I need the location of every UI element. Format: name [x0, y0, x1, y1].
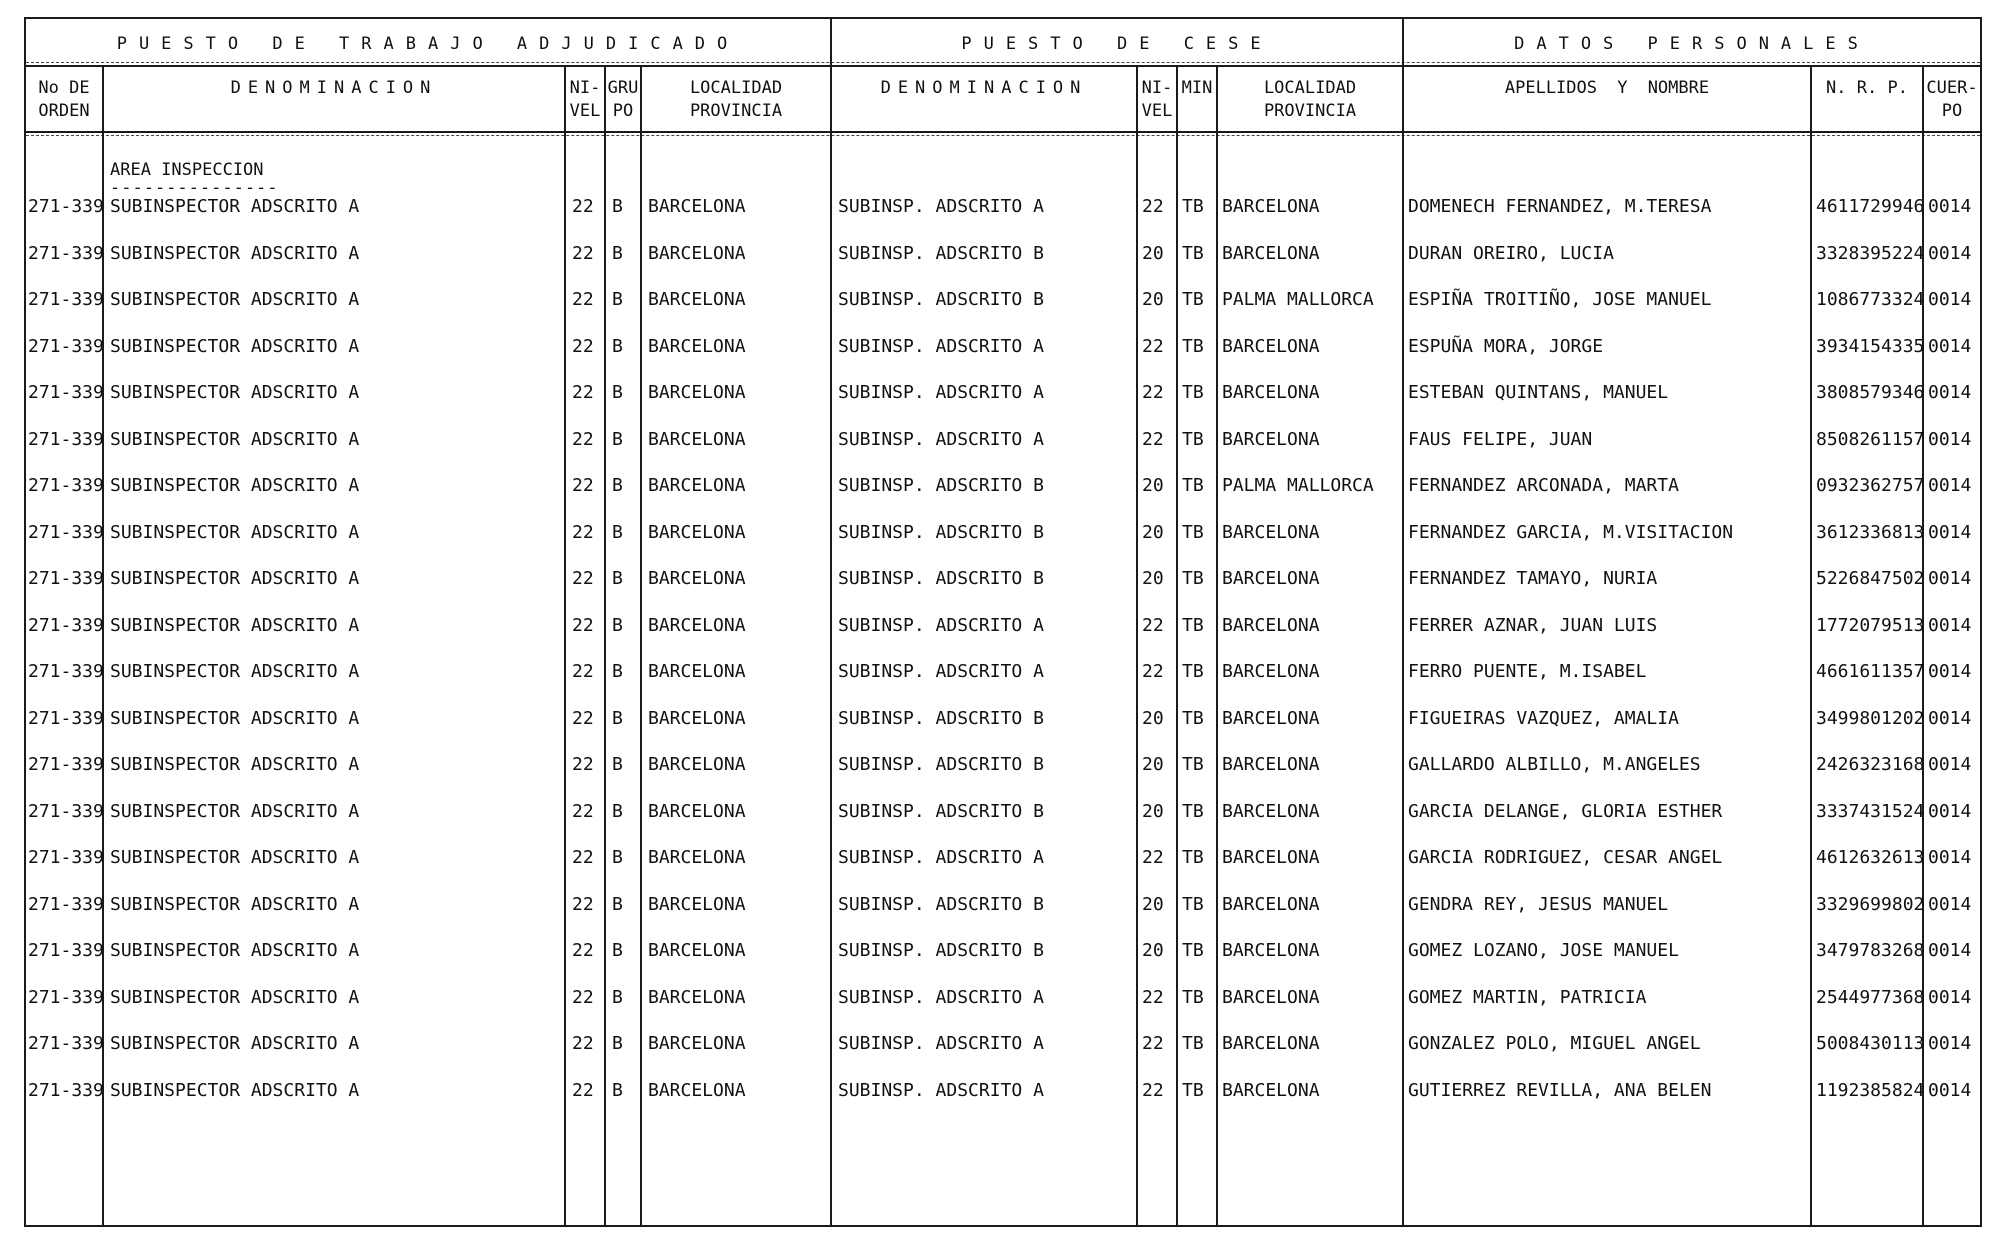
cell-cese-denominacion: SUBINSP. ADSCRITO B: [838, 243, 1044, 264]
cell-orden: 271-339: [28, 243, 104, 264]
cell-denominacion: SUBINSPECTOR ADSCRITO A: [110, 1033, 360, 1054]
cell-cese-nivel: 20: [1142, 475, 1164, 496]
cell-cuerpo: 0014: [1928, 801, 1972, 822]
cell-cese-denominacion: SUBINSP. ADSCRITO B: [838, 754, 1044, 775]
cell-denominacion: SUBINSPECTOR ADSCRITO A: [110, 894, 360, 915]
cell-cese-localidad: BARCELONA: [1222, 894, 1320, 915]
cell-nivel: 22: [572, 1080, 594, 1101]
cell-cese-nivel: 22: [1142, 1033, 1164, 1054]
vline-grupo: [640, 65, 642, 1225]
cell-grupo: B: [612, 475, 623, 496]
cell-cese-denominacion: SUBINSP. ADSCRITO B: [838, 940, 1044, 961]
cell-orden: 271-339: [28, 754, 104, 775]
cell-denominacion: SUBINSPECTOR ADSCRITO A: [110, 754, 360, 775]
cell-localidad: BARCELONA: [648, 1080, 746, 1101]
cell-denominacion: SUBINSPECTOR ADSCRITO A: [110, 475, 360, 496]
section-adjudicado: PUESTO DE TRABAJO ADJUDICADO: [116, 34, 740, 54]
cell-cese-localidad: BARCELONA: [1222, 708, 1320, 729]
col-cese-localidad-header: LOCALIDAD PROVINCIA: [1263, 78, 1357, 121]
cell-localidad: BARCELONA: [648, 522, 746, 543]
section-dash: [26, 62, 1980, 63]
vline-denominacion: [564, 65, 566, 1225]
cell-cese-nivel: 20: [1142, 940, 1164, 961]
cell-grupo: B: [612, 336, 623, 357]
cell-min: TB: [1182, 1033, 1204, 1054]
cell-denominacion: SUBINSPECTOR ADSCRITO A: [110, 522, 360, 543]
cell-orden: 271-339: [28, 475, 104, 496]
cell-nrp: 3808579346: [1816, 382, 1925, 403]
cell-nivel: 22: [572, 615, 594, 636]
cell-nivel: 22: [572, 382, 594, 403]
cell-nrp: 3329699802: [1816, 894, 1925, 915]
cell-min: TB: [1182, 289, 1204, 310]
cell-denominacion: SUBINSPECTOR ADSCRITO A: [110, 289, 360, 310]
cell-nombre: DURAN OREIRO, LUCIA: [1408, 243, 1614, 264]
cell-nombre: FERNANDEZ ARCONADA, MARTA: [1408, 475, 1679, 496]
cell-orden: 271-339: [28, 615, 104, 636]
cell-orden: 271-339: [28, 801, 104, 822]
cell-cese-localidad: BARCELONA: [1222, 1080, 1320, 1101]
cell-denominacion: SUBINSPECTOR ADSCRITO A: [110, 196, 360, 217]
cell-cuerpo: 0014: [1928, 382, 1972, 403]
cell-orden: 271-339: [28, 894, 104, 915]
col-orden-header: No DE ORDEN: [38, 78, 90, 121]
cell-cese-localidad: BARCELONA: [1222, 382, 1320, 403]
cell-nivel: 22: [572, 987, 594, 1008]
cell-localidad: BARCELONA: [648, 940, 746, 961]
cell-cese-localidad: BARCELONA: [1222, 801, 1320, 822]
cell-denominacion: SUBINSPECTOR ADSCRITO A: [110, 568, 360, 589]
cell-localidad: BARCELONA: [648, 847, 746, 868]
cell-grupo: B: [612, 568, 623, 589]
cell-orden: 271-339: [28, 196, 104, 217]
cell-min: TB: [1182, 336, 1204, 357]
cell-nrp: 3934154335: [1816, 336, 1925, 357]
cell-denominacion: SUBINSPECTOR ADSCRITO A: [110, 801, 360, 822]
cell-grupo: B: [612, 847, 623, 868]
cell-orden: 271-339: [28, 568, 104, 589]
cell-nivel: 22: [572, 243, 594, 264]
cell-nrp: 2544977368: [1816, 987, 1925, 1008]
cell-nivel: 22: [572, 754, 594, 775]
col-denominacion-header: DENOMINACION: [230, 78, 438, 98]
cell-cese-nivel: 22: [1142, 196, 1164, 217]
col-nombre-header: APELLIDOS Y NOMBRE: [1504, 78, 1710, 98]
cell-cese-denominacion: SUBINSP. ADSCRITO A: [838, 336, 1044, 357]
cell-cese-localidad: BARCELONA: [1222, 522, 1320, 543]
cell-nombre: ESPUÑA MORA, JORGE: [1408, 336, 1604, 357]
col-cese-nivel-header: NI- VEL: [1141, 78, 1173, 121]
cell-denominacion: SUBINSPECTOR ADSCRITO A: [110, 615, 360, 636]
cell-grupo: B: [612, 1033, 623, 1054]
cell-cuerpo: 0014: [1928, 522, 1972, 543]
cell-nombre: ESTEBAN QUINTANS, MANUEL: [1408, 382, 1669, 403]
col-cese-denominacion-header: DENOMINACION: [880, 78, 1088, 98]
cell-cese-localidad: BARCELONA: [1222, 847, 1320, 868]
col-min-header: MIN: [1181, 78, 1213, 98]
cell-localidad: BARCELONA: [648, 754, 746, 775]
cell-localidad: BARCELONA: [648, 801, 746, 822]
cell-nivel: 22: [572, 475, 594, 496]
cell-localidad: BARCELONA: [648, 429, 746, 450]
cell-min: TB: [1182, 196, 1204, 217]
cell-nivel: 22: [572, 196, 594, 217]
cell-cese-nivel: 22: [1142, 382, 1164, 403]
cell-cese-localidad: PALMA MALLORCA: [1222, 475, 1374, 496]
cell-nrp: 3328395224: [1816, 243, 1925, 264]
cell-cese-nivel: 22: [1142, 1080, 1164, 1101]
cell-cese-nivel: 20: [1142, 708, 1164, 729]
cell-grupo: B: [612, 894, 623, 915]
cell-cese-denominacion: SUBINSP. ADSCRITO A: [838, 847, 1044, 868]
header-divider: [26, 131, 1980, 133]
cell-nombre: FERRER AZNAR, JUAN LUIS: [1408, 615, 1658, 636]
cell-min: TB: [1182, 801, 1204, 822]
cell-cese-denominacion: SUBINSP. ADSCRITO A: [838, 429, 1044, 450]
cell-cuerpo: 0014: [1928, 289, 1972, 310]
cell-cese-localidad: BARCELONA: [1222, 987, 1320, 1008]
cell-localidad: BARCELONA: [648, 289, 746, 310]
cell-grupo: B: [612, 243, 623, 264]
cell-cese-localidad: PALMA MALLORCA: [1222, 289, 1374, 310]
cell-cese-nivel: 20: [1142, 568, 1164, 589]
area-title: AREA INSPECCION: [110, 160, 264, 180]
cell-nivel: 22: [572, 429, 594, 450]
cell-min: TB: [1182, 847, 1204, 868]
cell-cese-denominacion: SUBINSP. ADSCRITO A: [838, 661, 1044, 682]
cell-nombre: GONZALEZ POLO, MIGUEL ANGEL: [1408, 1033, 1701, 1054]
cell-grupo: B: [612, 940, 623, 961]
cell-cuerpo: 0014: [1928, 987, 1972, 1008]
cell-cuerpo: 0014: [1928, 615, 1972, 636]
cell-nrp: 2426323168: [1816, 754, 1925, 775]
col-nivel-header: NI- VEL: [569, 78, 601, 121]
cell-localidad: BARCELONA: [648, 987, 746, 1008]
cell-min: TB: [1182, 522, 1204, 543]
cell-nrp: 1772079513: [1816, 615, 1925, 636]
cell-denominacion: SUBINSPECTOR ADSCRITO A: [110, 382, 360, 403]
col-grupo-header: GRU PO: [607, 78, 639, 121]
cell-cese-nivel: 22: [1142, 615, 1164, 636]
cell-grupo: B: [612, 754, 623, 775]
cell-localidad: BARCELONA: [648, 475, 746, 496]
cell-cese-localidad: BARCELONA: [1222, 754, 1320, 775]
cell-localidad: BARCELONA: [648, 336, 746, 357]
vline-cese-nivel: [1176, 65, 1178, 1225]
cell-denominacion: SUBINSPECTOR ADSCRITO A: [110, 243, 360, 264]
cell-orden: 271-339: [28, 1080, 104, 1101]
cell-nombre: GARCIA DELANGE, GLORIA ESTHER: [1408, 801, 1723, 822]
col-nrp-header: N. R. P.: [1826, 78, 1908, 98]
cell-cese-nivel: 22: [1142, 661, 1164, 682]
cell-nrp: 4661611357: [1816, 661, 1925, 682]
cell-nrp: 3499801202: [1816, 708, 1925, 729]
cell-cese-nivel: 20: [1142, 522, 1164, 543]
cell-localidad: BARCELONA: [648, 196, 746, 217]
cell-min: TB: [1182, 615, 1204, 636]
cell-grupo: B: [612, 615, 623, 636]
cell-localidad: BARCELONA: [648, 243, 746, 264]
cell-localidad: BARCELONA: [648, 894, 746, 915]
cell-cese-nivel: 22: [1142, 987, 1164, 1008]
cell-nombre: FERNANDEZ TAMAYO, NURIA: [1408, 568, 1658, 589]
cell-nivel: 22: [572, 568, 594, 589]
cell-nivel: 22: [572, 336, 594, 357]
cell-cese-nivel: 20: [1142, 243, 1164, 264]
cell-cese-nivel: 22: [1142, 336, 1164, 357]
cell-cuerpo: 0014: [1928, 754, 1972, 775]
cell-nrp: 4611729946: [1816, 196, 1925, 217]
cell-grupo: B: [612, 429, 623, 450]
cell-localidad: BARCELONA: [648, 568, 746, 589]
cell-nrp: 1086773324: [1816, 289, 1925, 310]
cell-orden: 271-339: [28, 429, 104, 450]
cell-grupo: B: [612, 801, 623, 822]
cell-cese-denominacion: SUBINSP. ADSCRITO A: [838, 382, 1044, 403]
cell-cuerpo: 0014: [1928, 661, 1972, 682]
cell-cese-localidad: BARCELONA: [1222, 1033, 1320, 1054]
cell-nrp: 1192385824: [1816, 1080, 1925, 1101]
cell-nivel: 22: [572, 708, 594, 729]
cell-nombre: GENDRA REY, JESUS MANUEL: [1408, 894, 1669, 915]
cell-min: TB: [1182, 382, 1204, 403]
cell-denominacion: SUBINSPECTOR ADSCRITO A: [110, 940, 360, 961]
cell-nivel: 22: [572, 661, 594, 682]
cell-grupo: B: [612, 987, 623, 1008]
cell-min: TB: [1182, 754, 1204, 775]
cell-grupo: B: [612, 522, 623, 543]
cell-grupo: B: [612, 196, 623, 217]
cell-orden: 271-339: [28, 289, 104, 310]
cell-cese-localidad: BARCELONA: [1222, 568, 1320, 589]
cell-cuerpo: 0014: [1928, 568, 1972, 589]
cell-orden: 271-339: [28, 847, 104, 868]
cell-cese-localidad: BARCELONA: [1222, 615, 1320, 636]
cell-localidad: BARCELONA: [648, 615, 746, 636]
section-cese: PUESTO DE CESE: [961, 34, 1273, 54]
cell-cese-denominacion: SUBINSP. ADSCRITO A: [838, 615, 1044, 636]
cell-orden: 271-339: [28, 336, 104, 357]
cell-cese-denominacion: SUBINSP. ADSCRITO B: [838, 475, 1044, 496]
cell-grupo: B: [612, 382, 623, 403]
cell-cese-localidad: BARCELONA: [1222, 243, 1320, 264]
cell-denominacion: SUBINSPECTOR ADSCRITO A: [110, 987, 360, 1008]
cell-nombre: ESPIÑA TROITIÑO, JOSE MANUEL: [1408, 289, 1712, 310]
header-dash: [26, 135, 1980, 136]
vline-min: [1216, 65, 1218, 1225]
cell-nivel: 22: [572, 801, 594, 822]
cell-cuerpo: 0014: [1928, 475, 1972, 496]
cell-nombre: DOMENECH FERNANDEZ, M.TERESA: [1408, 196, 1712, 217]
cell-grupo: B: [612, 289, 623, 310]
vline-cese-denominacion: [1136, 65, 1138, 1225]
cell-denominacion: SUBINSPECTOR ADSCRITO A: [110, 1080, 360, 1101]
document-table: [24, 17, 1982, 1227]
area-title-underline: ---------------: [110, 178, 279, 198]
cell-nombre: FIGUEIRAS VAZQUEZ, AMALIA: [1408, 708, 1679, 729]
cell-nivel: 22: [572, 522, 594, 543]
cell-cese-nivel: 22: [1142, 429, 1164, 450]
cell-nivel: 22: [572, 1033, 594, 1054]
cell-cese-localidad: BARCELONA: [1222, 336, 1320, 357]
cell-nombre: GARCIA RODRIGUEZ, CESAR ANGEL: [1408, 847, 1723, 868]
cell-grupo: B: [612, 661, 623, 682]
cell-denominacion: SUBINSPECTOR ADSCRITO A: [110, 429, 360, 450]
cell-cuerpo: 0014: [1928, 1080, 1972, 1101]
cell-nombre: FERNANDEZ GARCIA, M.VISITACION: [1408, 522, 1734, 543]
cell-nrp: 5226847502: [1816, 568, 1925, 589]
cell-orden: 271-339: [28, 940, 104, 961]
cell-cuerpo: 0014: [1928, 940, 1972, 961]
cell-nrp: 5008430113: [1816, 1033, 1925, 1054]
vline-section2: [1402, 19, 1404, 1225]
cell-cuerpo: 0014: [1928, 336, 1972, 357]
cell-orden: 271-339: [28, 522, 104, 543]
cell-nombre: GOMEZ LOZANO, JOSE MANUEL: [1408, 940, 1679, 961]
vline-nombre: [1810, 65, 1812, 1225]
vline-nivel: [604, 65, 606, 1225]
cell-denominacion: SUBINSPECTOR ADSCRITO A: [110, 661, 360, 682]
cell-nrp: 3337431524: [1816, 801, 1925, 822]
cell-min: TB: [1182, 987, 1204, 1008]
cell-nrp: 0932362757: [1816, 475, 1925, 496]
cell-cese-denominacion: SUBINSP. ADSCRITO B: [838, 522, 1044, 543]
cell-nombre: GOMEZ MARTIN, PATRICIA: [1408, 987, 1647, 1008]
cell-cese-localidad: BARCELONA: [1222, 940, 1320, 961]
cell-denominacion: SUBINSPECTOR ADSCRITO A: [110, 847, 360, 868]
cell-cese-denominacion: SUBINSP. ADSCRITO A: [838, 196, 1044, 217]
cell-localidad: BARCELONA: [648, 382, 746, 403]
cell-cese-nivel: 22: [1142, 847, 1164, 868]
cell-cuerpo: 0014: [1928, 243, 1972, 264]
cell-cese-denominacion: SUBINSP. ADSCRITO A: [838, 987, 1044, 1008]
cell-orden: 271-339: [28, 708, 104, 729]
cell-min: TB: [1182, 243, 1204, 264]
col-localidad-header: LOCALIDAD PROVINCIA: [689, 78, 783, 121]
cell-nrp: 8508261157: [1816, 429, 1925, 450]
cell-cese-denominacion: SUBINSP. ADSCRITO B: [838, 289, 1044, 310]
cell-nrp: 3612336813: [1816, 522, 1925, 543]
cell-localidad: BARCELONA: [648, 1033, 746, 1054]
cell-cese-localidad: BARCELONA: [1222, 196, 1320, 217]
cell-cese-denominacion: SUBINSP. ADSCRITO B: [838, 894, 1044, 915]
cell-min: TB: [1182, 894, 1204, 915]
cell-orden: 271-339: [28, 1033, 104, 1054]
cell-min: TB: [1182, 568, 1204, 589]
section-divider: [26, 65, 1980, 67]
cell-cuerpo: 0014: [1928, 847, 1972, 868]
cell-grupo: B: [612, 708, 623, 729]
cell-nivel: 22: [572, 847, 594, 868]
cell-localidad: BARCELONA: [648, 661, 746, 682]
cell-denominacion: SUBINSPECTOR ADSCRITO A: [110, 336, 360, 357]
cell-cese-denominacion: SUBINSP. ADSCRITO B: [838, 568, 1044, 589]
cell-min: TB: [1182, 429, 1204, 450]
cell-cuerpo: 0014: [1928, 429, 1972, 450]
cell-nombre: GUTIERREZ REVILLA, ANA BELEN: [1408, 1080, 1712, 1101]
cell-min: TB: [1182, 1080, 1204, 1101]
cell-orden: 271-339: [28, 382, 104, 403]
cell-cese-nivel: 20: [1142, 289, 1164, 310]
cell-cuerpo: 0014: [1928, 196, 1972, 217]
cell-cese-denominacion: SUBINSP. ADSCRITO B: [838, 801, 1044, 822]
cell-nombre: GALLARDO ALBILLO, M.ANGELES: [1408, 754, 1701, 775]
cell-nombre: FERRO PUENTE, M.ISABEL: [1408, 661, 1647, 682]
cell-cese-denominacion: SUBINSP. ADSCRITO A: [838, 1033, 1044, 1054]
cell-cese-nivel: 20: [1142, 801, 1164, 822]
cell-min: TB: [1182, 940, 1204, 961]
cell-denominacion: SUBINSPECTOR ADSCRITO A: [110, 708, 360, 729]
cell-nrp: 4612632613: [1816, 847, 1925, 868]
col-cuerpo-header: CUER- PO: [1926, 78, 1978, 121]
cell-min: TB: [1182, 661, 1204, 682]
cell-nivel: 22: [572, 894, 594, 915]
cell-nrp: 3479783268: [1816, 940, 1925, 961]
cell-nivel: 22: [572, 940, 594, 961]
cell-cuerpo: 0014: [1928, 1033, 1972, 1054]
cell-cuerpo: 0014: [1928, 708, 1972, 729]
cell-cese-denominacion: SUBINSP. ADSCRITO A: [838, 1080, 1044, 1101]
cell-cese-nivel: 20: [1142, 894, 1164, 915]
cell-orden: 271-339: [28, 661, 104, 682]
cell-cese-localidad: BARCELONA: [1222, 661, 1320, 682]
cell-orden: 271-339: [28, 987, 104, 1008]
vline-section1: [830, 19, 832, 1225]
cell-min: TB: [1182, 475, 1204, 496]
cell-cese-localidad: BARCELONA: [1222, 429, 1320, 450]
section-personales: DATOS PERSONALES: [1514, 34, 1870, 54]
cell-localidad: BARCELONA: [648, 708, 746, 729]
cell-grupo: B: [612, 1080, 623, 1101]
cell-nombre: FAUS FELIPE, JUAN: [1408, 429, 1593, 450]
cell-nivel: 22: [572, 289, 594, 310]
cell-min: TB: [1182, 708, 1204, 729]
cell-cese-denominacion: SUBINSP. ADSCRITO B: [838, 708, 1044, 729]
cell-cese-nivel: 20: [1142, 754, 1164, 775]
cell-cuerpo: 0014: [1928, 894, 1972, 915]
